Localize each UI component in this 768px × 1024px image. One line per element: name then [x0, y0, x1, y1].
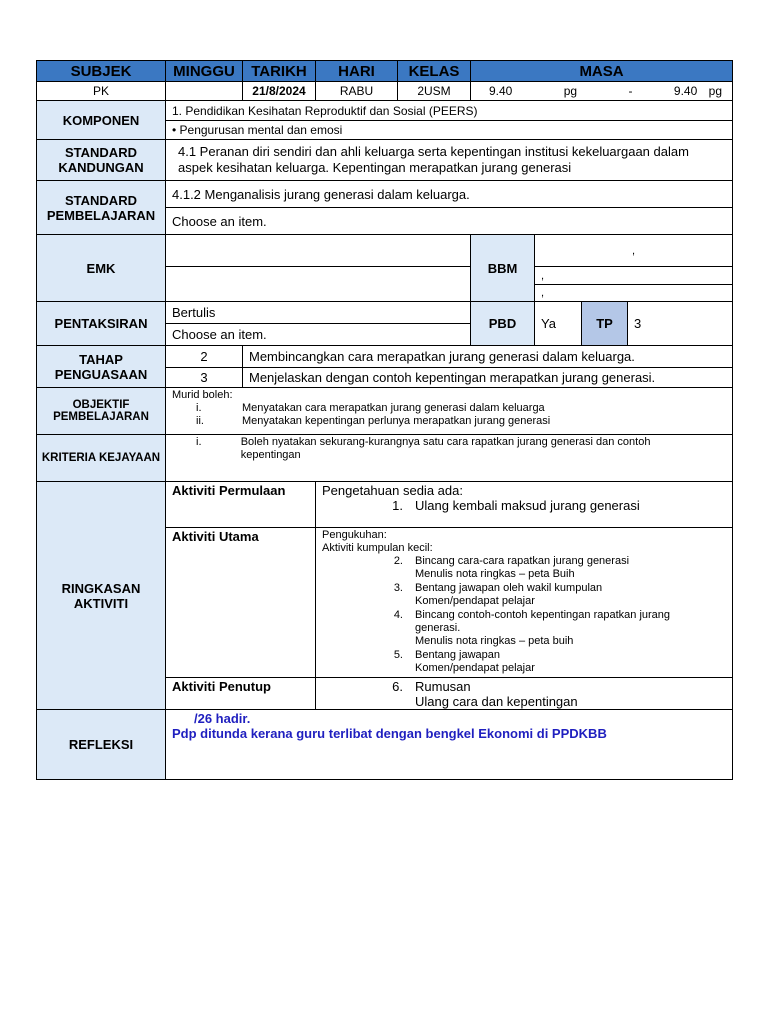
header-hari: HARI [316, 61, 398, 82]
permulaan-intro: Pengetahuan sedia ada: [322, 483, 463, 498]
standard-kandungan-label: STANDARD KANDUNGAN [37, 140, 166, 181]
standard-pembelajaran-line-1[interactable]: 4.1.2 Menganalisis jurang generasi dalam keluarga. [166, 181, 733, 208]
utama-intro-2: Aktiviti kumpulan kecil: [322, 542, 433, 554]
komponen-label: KOMPONEN [37, 101, 166, 140]
value-subjek[interactable]: PK [37, 82, 166, 101]
list-item: Menulis nota ringkas – peta Buih [415, 568, 575, 581]
refleksi-content[interactable] [166, 710, 733, 780]
masa-unit-1: pg [563, 84, 578, 98]
komponen-line-1[interactable]: 1. Pendidikan Kesihatan Reproduktif dan Sosial (PEERS) [166, 101, 733, 121]
list-item: 6. Rumusan [392, 679, 471, 694]
ringkasan-label: RINGKASAN AKTIVITI [37, 482, 166, 710]
list-item: Ulang cara dan kepentingan [415, 694, 578, 709]
emk-label: EMK [37, 235, 166, 302]
list-item: 5. Bentang jawapan [393, 648, 501, 661]
masa-start: 9.40 [489, 84, 513, 98]
value-masa[interactable] [471, 82, 733, 101]
tahap-text-2[interactable]: Membincangkan cara merapatkan jurang generasi dalam keluarga. [243, 346, 733, 368]
objektif-label: OBJEKTIF PEMBELAJARAN [37, 388, 166, 435]
penutup-list [322, 679, 726, 709]
header-kelas: KELAS [398, 61, 471, 82]
pbd-value[interactable]: Ya [535, 302, 582, 346]
tahap-level-3[interactable]: 3 [166, 368, 243, 388]
emk-field-2[interactable] [166, 267, 471, 302]
standard-pembelajaran-dropdown[interactable]: Choose an item. [166, 208, 733, 235]
pbd-label: PBD [471, 302, 535, 346]
aktiviti-penutup-title: Aktiviti Penutup [166, 678, 316, 710]
emk-field-1[interactable] [166, 235, 471, 267]
masa-dash: - [628, 84, 633, 98]
permulaan-list [322, 498, 726, 513]
list-item: i. Boleh nyatakan sekurang-kurangnya satu cara rapatkan jurang generasi dan contoh kepentingan [196, 436, 651, 461]
value-tarikh[interactable]: 21/8/2024 [243, 82, 316, 101]
refleksi-label: REFLEKSI [37, 710, 166, 780]
list-item: 1. Ulang kembali maksud jurang generasi [392, 498, 640, 513]
objektif-intro: Murid boleh: [172, 389, 233, 401]
tahap-level-2[interactable]: 2 [166, 346, 243, 368]
pentaksiran-label: PENTAKSIRAN [37, 302, 166, 346]
objektif-list [172, 402, 726, 428]
list-item: 2. Bincang cara-cara rapatkan jurang generasi [393, 555, 630, 567]
aktiviti-permulaan-title: Aktiviti Permulaan [166, 482, 316, 528]
pentaksiran-line-1[interactable]: Bertulis [166, 302, 471, 324]
value-hari[interactable]: RABU [316, 82, 398, 101]
masa-end: 9.40 [673, 84, 698, 98]
list-item: Menulis nota ringkas – peta buih [415, 635, 574, 648]
aktiviti-penutup-content[interactable] [316, 678, 733, 710]
aktiviti-utama-content[interactable] [316, 528, 733, 678]
utama-list [322, 555, 726, 676]
list-item: ii. Menyatakan kepentingan perlunya merapatkan jurang generasi [196, 415, 551, 427]
header-subjek: SUBJEK [37, 61, 166, 82]
lesson-plan-table [36, 60, 733, 780]
refleksi-line-1: /26 hadir. [194, 711, 251, 726]
tahap-label: TAHAP PENGUASAAN [37, 346, 166, 388]
komponen-line-2[interactable]: • Pengurusan mental dan emosi [166, 121, 733, 140]
list-item: i. Menyatakan cara merapatkan jurang generasi dalam keluarga [196, 402, 545, 414]
kriteria-content[interactable] [166, 435, 733, 482]
standard-kandungan-text[interactable]: 4.1 Peranan diri sendiri dan ahli keluarga serta kepentingan institusi kekeluargaan dalam aspek kesihatan keluarga. Kepentingan merapatkan jurang generasi [166, 140, 733, 181]
bbm-field-3[interactable]: , [535, 285, 733, 302]
refleksi-line-2: Pdp ditunda kerana guru terlibat dengan bengkel Ekonomi di PPDKBB [172, 726, 607, 741]
masa-unit-2: pg [708, 84, 722, 98]
objektif-content[interactable] [166, 388, 733, 435]
pentaksiran-dropdown[interactable]: Choose an item. [166, 324, 471, 346]
tahap-text-3[interactable]: Menjelaskan dengan contoh kepentingan merapatkan jurang generasi. [243, 368, 733, 388]
kriteria-list [172, 436, 726, 462]
tp-label: TP [582, 302, 628, 346]
header-masa: MASA [471, 61, 733, 82]
value-minggu[interactable] [166, 82, 243, 101]
bbm-field-2[interactable]: , [535, 267, 733, 285]
header-minggu: MINGGU [166, 61, 243, 82]
value-kelas[interactable]: 2USM [398, 82, 471, 101]
list-item: Komen/pendapat pelajar [415, 662, 535, 675]
aktiviti-permulaan-content[interactable] [316, 482, 733, 528]
list-item: 4. Bincang contoh-contoh kepentingan rapatkan jurang generasi. [393, 608, 671, 635]
utama-intro-1: Pengukuhan: [322, 529, 387, 541]
standard-pembelajaran-label: STANDARD PEMBELAJARAN [37, 181, 166, 235]
list-item: Komen/pendapat pelajar [415, 595, 535, 608]
header-tarikh: TARIKH [243, 61, 316, 82]
list-item: 3. Bentang jawapan oleh wakil kumpulan [393, 581, 603, 594]
bbm-label: BBM [471, 235, 535, 302]
tp-value[interactable]: 3 [628, 302, 733, 346]
kriteria-label: KRITERIA KEJAYAAN [37, 435, 166, 482]
bbm-field-1[interactable]: , [535, 235, 733, 267]
aktiviti-utama-title: Aktiviti Utama [166, 528, 316, 678]
lesson-plan [36, 60, 732, 780]
